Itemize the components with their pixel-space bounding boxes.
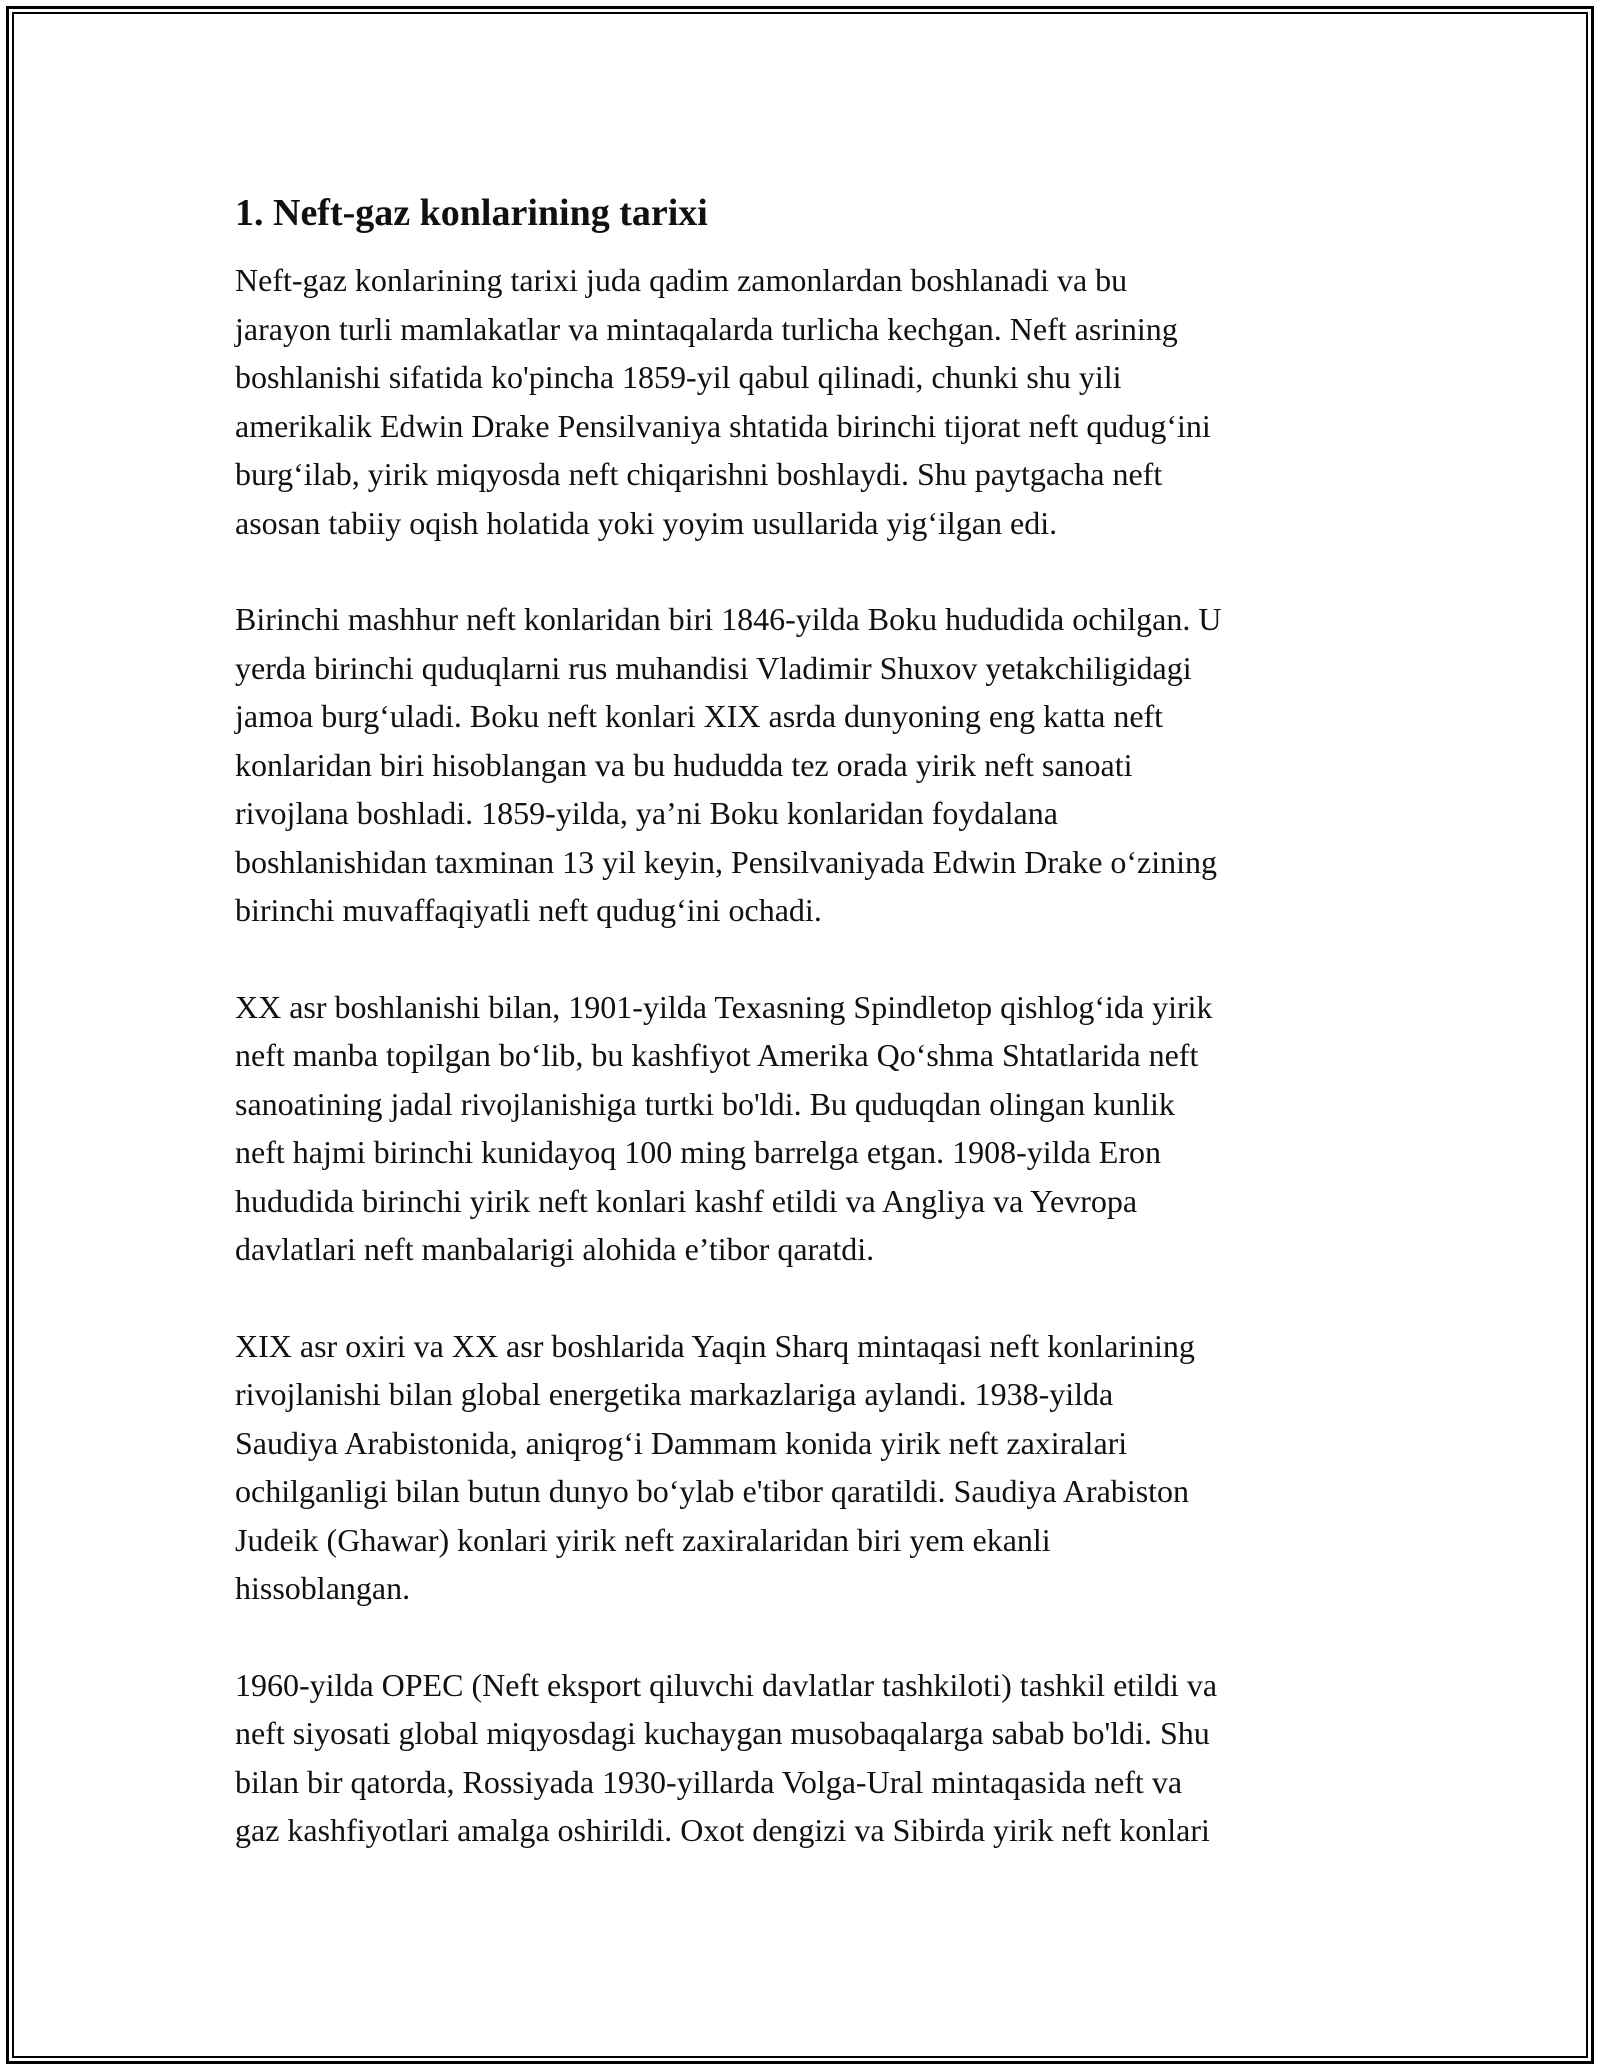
- text-line: amerikalik Edwin Drake Pensilvaniya shtatida birinchi tijorat neft qudug‘ini: [235, 407, 1211, 444]
- text-line: Judeik (Ghawar) konlari yirik neft zaxiralaridan biri yem ekanli: [235, 1521, 1051, 1558]
- text-line: birinchi muvaffaqiyatli neft qudug‘ini ochadi.: [235, 892, 822, 928]
- text-line: rivojlanishi bilan global energetika markazlariga aylandi. 1938-yilda: [235, 1376, 1114, 1412]
- text-line: yerda birinchi quduqlarni rus muhandisi Vladimir Shuxov yetakchiligidagi: [235, 649, 1192, 686]
- section-heading: 1. Neft-gaz konlarining tarixi: [235, 192, 708, 234]
- text-line: Saudiya Arabistonida, aniqrog‘i Dammam konida yirik neft zaxiralari: [235, 1424, 1128, 1461]
- paragraph-1: [235, 256, 1375, 547]
- text-line: boshlanishi sifatida ko'pincha 1859-yil qabul qilinadi, chunki shu yili: [235, 359, 1122, 395]
- text-line: hissoblangan.: [235, 1570, 411, 1606]
- text-line: neft hajmi birinchi kunidayoq 100 ming barrelga etgan. 1908-yilda Eron: [235, 1134, 1161, 1170]
- paragraph-5: [235, 1661, 1375, 1855]
- text-line: bilan bir qatorda, Rossiyada 1930-yillarda Volga-Ural mintaqasida neft va: [235, 1763, 1183, 1800]
- text-line: ochilganligi bilan butun dunyo bo‘ylab e'tibor qaratildi. Saudiya Arabiston: [235, 1473, 1190, 1509]
- text-line: jamoa burg‘uladi. Boku neft konlari XIX asrda dunyoning eng katta neft: [235, 698, 1164, 734]
- document-body: [235, 188, 1375, 1903]
- text-line: Birinchi mashhur neft konlaridan biri 1846-yilda Boku hududida ochilgan. U: [235, 601, 1222, 637]
- text-line: konlaridan biri hisoblangan va bu hududda tez orada yirik neft sanoati: [235, 746, 1133, 783]
- text-line: 1960-yilda OPEC (Neft eksport qiluvchi davlatlar tashkiloti) tashkil etildi va: [235, 1666, 1218, 1703]
- text-line: burg‘ilab, yirik miqyosda neft chiqarishni boshlaydi. Shu paytgacha neft: [235, 456, 1163, 492]
- text-line: gaz kashfiyotlari amalga oshirildi. Oxot dengizi va Sibirda yirik neft konlari: [235, 1812, 1210, 1848]
- text-line: neft manba topilgan bo‘lib, bu kashfiyot Amerika Qo‘shma Shtatlarida neft: [235, 1037, 1199, 1073]
- text-line: XIX asr oxiri va XX asr boshlarida Yaqin Sharq mintaqasi neft konlarining: [235, 1327, 1195, 1364]
- text-line: boshlanishidan taxminan 13 yil keyin, Pensilvaniyada Edwin Drake o‘zining: [235, 843, 1218, 880]
- text-line: rivojlana boshladi. 1859-yilda, ya’ni Boku konlaridan foydalana: [235, 795, 1058, 831]
- text-line: XX asr boshlanishi bilan, 1901-yilda Texasning Spindletop qishlog‘ida yirik: [235, 988, 1213, 1025]
- paragraph-4: [235, 1322, 1375, 1613]
- text-line: jarayon turli mamlakatlar va mintaqalarda turlicha kechgan. Neft asrining: [235, 310, 1178, 347]
- text-line: davlatlari neft manbalarigi alohida e’tibor qaratdi.: [235, 1231, 875, 1267]
- paragraph-3: [235, 983, 1375, 1274]
- text-line: asosan tabiiy oqish holatida yoki yoyim usullarida yig‘ilgan edi.: [235, 504, 1058, 541]
- text-line: Neft-gaz konlarining tarixi juda qadim zamonlardan boshlanadi va bu: [235, 262, 1128, 298]
- text-line: hududida birinchi yirik neft konlari kashf etildi va Angliya va Yevropa: [235, 1182, 1138, 1219]
- text-line: sanoatining jadal rivojlanishiga turtki bo'ldi. Bu quduqdan olingan kunlik: [235, 1085, 1175, 1122]
- paragraph-2: [235, 595, 1375, 935]
- text-line: neft siyosati global miqyosdagi kuchaygan musobaqalarga sabab bo'ldi. Shu: [235, 1715, 1210, 1751]
